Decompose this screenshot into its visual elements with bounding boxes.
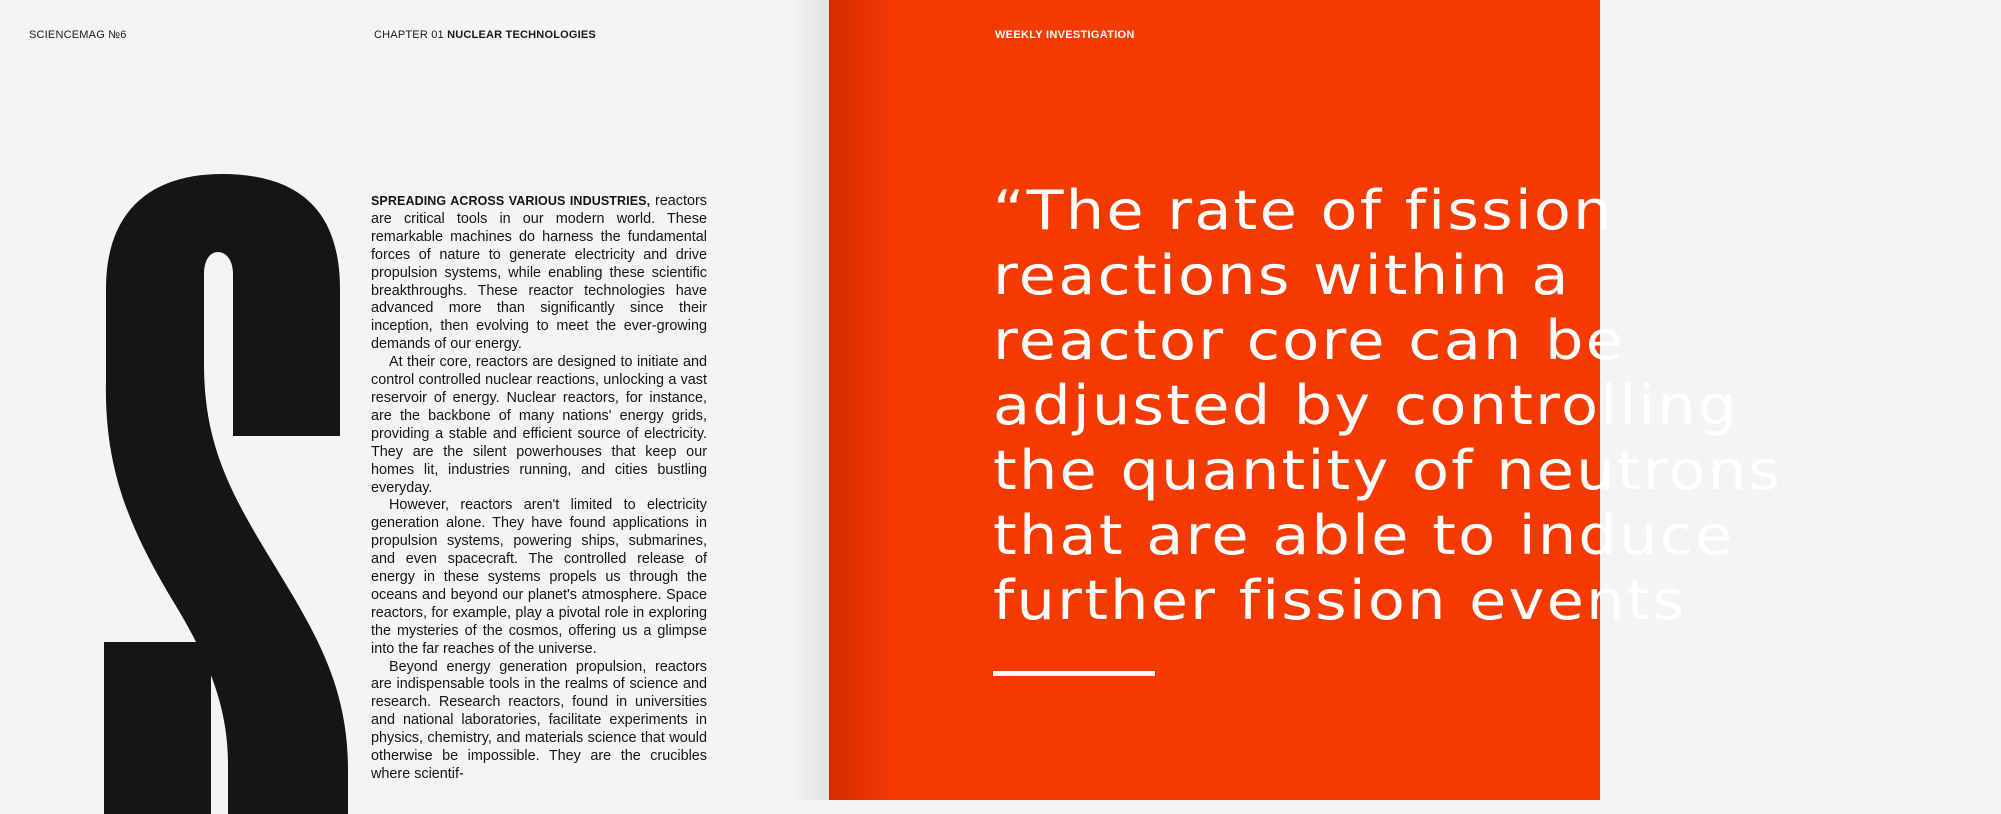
quote-line: reactions within a bbox=[993, 244, 1571, 307]
chapter-number: CHAPTER 01 bbox=[374, 29, 444, 41]
quote-line: reactor core can be bbox=[993, 309, 1626, 372]
quote-line: “The rate of fission bbox=[993, 179, 1614, 242]
article-body bbox=[371, 193, 707, 784]
pull-quote bbox=[993, 178, 2001, 633]
chapter-title: NUCLEAR TECHNOLOGIES bbox=[447, 29, 596, 41]
magazine-name: SCIENCEMAG №6 bbox=[29, 29, 127, 41]
paragraph-1: SPREADING ACROSS VARIOUS INDUSTRIES, reactors are critical tools in our modern world. These remarkable machines do harness the fundamental forces of nature to generate electricity and drive propulsion systems, while enabling these scientific breakthroughs. These reactor technologies have advanced more than significantly since their inception, then evolving to meet the ever-growing demands of our energy. bbox=[371, 193, 707, 353]
paragraph-4: Beyond energy generation propulsion, reactors are indispensable tools in the realms of science and research. Research reactors, found in universities and national laboratories, facilitate experiments in physics, chemistry, and materials science that would otherwise be impossible. They are the crucibles where scientif- bbox=[371, 658, 707, 782]
right-page bbox=[829, 0, 1783, 800]
lead-in: SPREADING ACROSS VARIOUS INDUSTRIES, bbox=[371, 194, 651, 208]
quote-line: the quantity of neutrons bbox=[993, 439, 1783, 502]
paragraph-2: At their core, reactors are designed to initiate and control controlled nuclear reactions, unlocking a vast reservoir of energy. Nuclear reactors, for instance, are the backbone of many nations' energy grids, providing a stable and efficient source of electricity. They are the silent powerhouses that keep our homes lit, industries running, and cities bustling everyday. bbox=[371, 354, 707, 496]
gutter-shadow bbox=[789, 0, 829, 800]
section-label: WEEKLY INVESTIGATION bbox=[995, 29, 1135, 41]
paragraph-3: However, reactors aren't limited to electricity generation alone. They have found applications in propulsion systems, powering ships, submarines, and even spacecraft. The controlled release of energy in these systems propels us through the oceans and beyond our planet's atmosphere. Space reactors, for example, play a pivotal role in exploring the mysteries of the cosmos, offering us a glimpse into the far reaches of the universe. bbox=[371, 497, 707, 657]
quote-line: that are able to induce bbox=[993, 504, 1735, 567]
left-page bbox=[0, 0, 829, 800]
quote-line: further fission events bbox=[993, 569, 1687, 632]
dropcap-letter-s bbox=[100, 174, 352, 814]
gutter-shadow-right bbox=[829, 0, 899, 800]
chapter-heading bbox=[374, 29, 596, 41]
quote-line: adjusted by controlling bbox=[993, 374, 1739, 437]
quote-rule bbox=[993, 671, 1155, 676]
